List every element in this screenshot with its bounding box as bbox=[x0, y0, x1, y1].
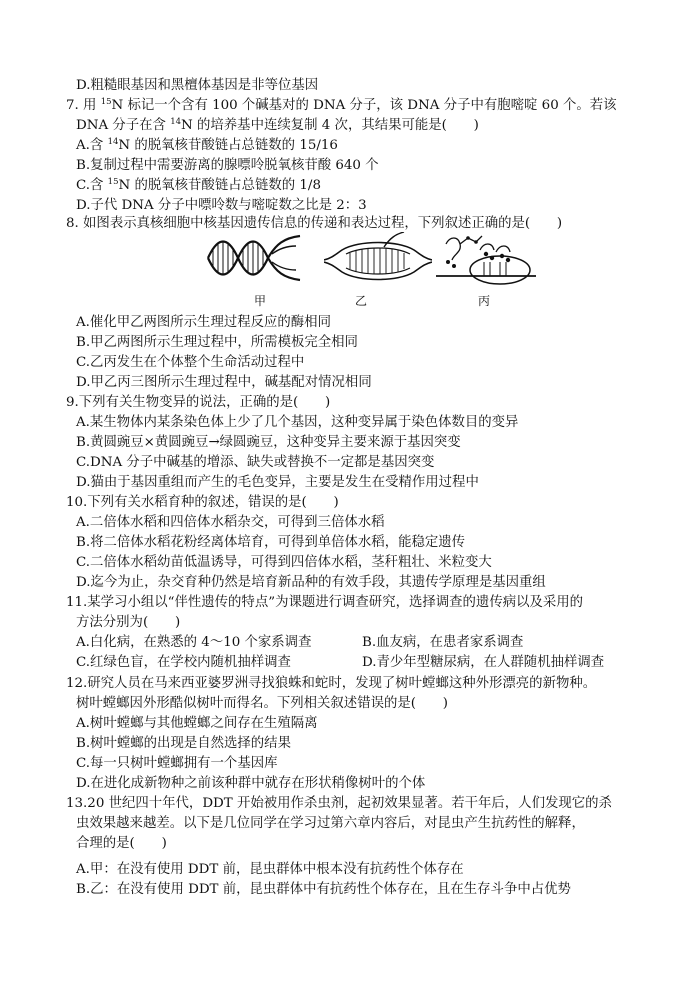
q13-option-b: B.乙：在没有使用 DDT 前，昆虫群体中有抗药性个体存在，且在生存斗争中占优势 bbox=[76, 882, 571, 897]
q8-stem: 8. 如图表示真核细胞中核基因遗传信息的传递和表达过程，下列叙述正确的是( ) bbox=[66, 216, 563, 231]
q12-option-a: A.树叶螳螂与其他螳螂之间存在生殖隔离 bbox=[76, 716, 318, 731]
q11-options-ab bbox=[0, 633, 676, 653]
q11-option-c: C.红绿色盲，在学校内随机抽样调查 bbox=[76, 655, 291, 670]
transcription-diagram bbox=[324, 232, 432, 288]
q9-option-c: C.DNA 分子中碱基的增添、缺失或替换不一定都是基因突变 bbox=[76, 455, 435, 470]
q11-stem-line2: 方法分别为( ) bbox=[76, 615, 181, 630]
q13-stem-line2: 虫效果越来越差。以下是几位同学在学习过第六章内容后，对昆虫产生抗药性的解释， bbox=[76, 816, 585, 831]
translation-diagram bbox=[436, 232, 536, 288]
q11-options-cd bbox=[0, 653, 676, 673]
q11-stem-line1: 11.某学习小组以“伴性遗传的特点”为课题进行调查研究，选择调查的遗传病以及采用的 bbox=[66, 595, 584, 610]
dna-replication-diagram bbox=[206, 232, 302, 284]
q12-option-d: D.在进化成新物种之前该种群中就存在形状稍像树叶的个体 bbox=[76, 776, 426, 791]
q12-stem-line2: 树叶螳螂因外形酷似树叶而得名。下列相关叙述错误的是( ) bbox=[76, 696, 448, 711]
q7-option-a: A.含 $^{14}$N 的脱氧核苷酸链占总链数的 15/16 bbox=[76, 137, 338, 153]
q7-stem-line2: DNA 分子在含 $^{14}$N 的培养基中连续复制 4 次，其结果可能是( ) bbox=[76, 117, 479, 133]
q7-option-b: B.复制过程中需要游离的腺嘌呤脱氧核苷酸 640 个 bbox=[76, 158, 379, 173]
q12-stem-line1: 12.研究人员在马来西亚婆罗洲寻找狼蛛和蛇时，发现了树叶螳螂这种外形漂亮的新物种。 bbox=[66, 676, 597, 691]
q9-option-d: D.猫由于基因重组而产生的毛色变异，主要是发生在受精作用过程中 bbox=[76, 475, 479, 490]
q7-option-d: D.子代 DNA 分子中嘌呤数与嘧啶数之比是 2：3 bbox=[76, 198, 367, 213]
q10-option-b: B.将二倍体水稻花粉经离体培育，可得到单倍体水稻，能稳定遗传 bbox=[76, 535, 466, 550]
q11-option-b: B.血友病，在患者家系调查 bbox=[362, 635, 524, 650]
q7-stem-line1: 7. 用 $^{15}$N 标记一个含有 100 个碱基对的 DNA 分子，该 DNA 分子中有胞嘧啶 60 个。若该 bbox=[66, 97, 617, 113]
q10-stem: 10.下列有关水稻育种的叙述，错误的是( ) bbox=[66, 495, 339, 510]
q12-option-b: B.树叶螳螂的出现是自然选择的结果 bbox=[76, 736, 291, 751]
q9-stem: 9.下列有关生物变异的说法，正确的是( ) bbox=[66, 395, 331, 410]
q8-option-c: C.乙丙发生在个体整个生命活动过程中 bbox=[76, 355, 305, 370]
q11-option-a: A.白化病，在熟悉的 4～10 个家系调查 bbox=[76, 635, 312, 650]
q10-option-d: D.迄今为止，杂交育种仍然是培育新品种的有效手段，其遗传学原理是基因重组 bbox=[76, 575, 546, 590]
q13-stem-line3: 合理的是( ) bbox=[76, 836, 167, 851]
q11-option-d: D.青少年型糖尿病，在人群随机抽样调查 bbox=[362, 655, 605, 670]
q8-option-d: D.甲乙丙三图所示生理过程中，碱基配对情况相同 bbox=[76, 375, 372, 390]
q8-option-b: B.甲乙两图所示生理过程中，所需模板完全相同 bbox=[76, 335, 358, 350]
q13-stem-line1: 13.20 世纪四十年代，DDT 开始被用作杀虫剂，起初效果显著。若干年后，人们发现它的杀 bbox=[66, 796, 612, 811]
fig-label-jia: 甲 bbox=[254, 294, 267, 308]
q10-option-c: C.二倍体水稻幼苗低温诱导，可得到四倍体水稻，茎秆粗壮、米粒变大 bbox=[76, 555, 492, 570]
q6-option-d: D.粗糙眼基因和黑檀体基因是非等位基因 bbox=[76, 78, 319, 93]
q10-option-a: A.二倍体水稻和四倍体水稻杂交，可得到三倍体水稻 bbox=[76, 515, 385, 530]
q9-option-b: B.黄圆豌豆×黄圆豌豆→绿圆豌豆，这种变异主要来源于基因突变 bbox=[76, 435, 461, 450]
fig-label-yi: 乙 bbox=[355, 294, 368, 308]
q9-option-a: A.某生物体内某条染色体上少了几个基因，这种变异属于染色体数目的变异 bbox=[76, 415, 519, 430]
fig-label-bing: 丙 bbox=[478, 294, 491, 308]
q7-option-c: C.含 $^{15}$N 的脱氧核苷酸链占总链数的 1/8 bbox=[76, 177, 321, 193]
q13-option-a: A.甲：在没有使用 DDT 前，昆虫群体中根本没有抗药性个体存在 bbox=[76, 862, 464, 877]
q12-option-c: C.每一只树叶螳螂拥有一个基因库 bbox=[76, 756, 278, 771]
q8-option-a: A.催化甲乙两图所示生理过程反应的酶相同 bbox=[76, 315, 331, 330]
